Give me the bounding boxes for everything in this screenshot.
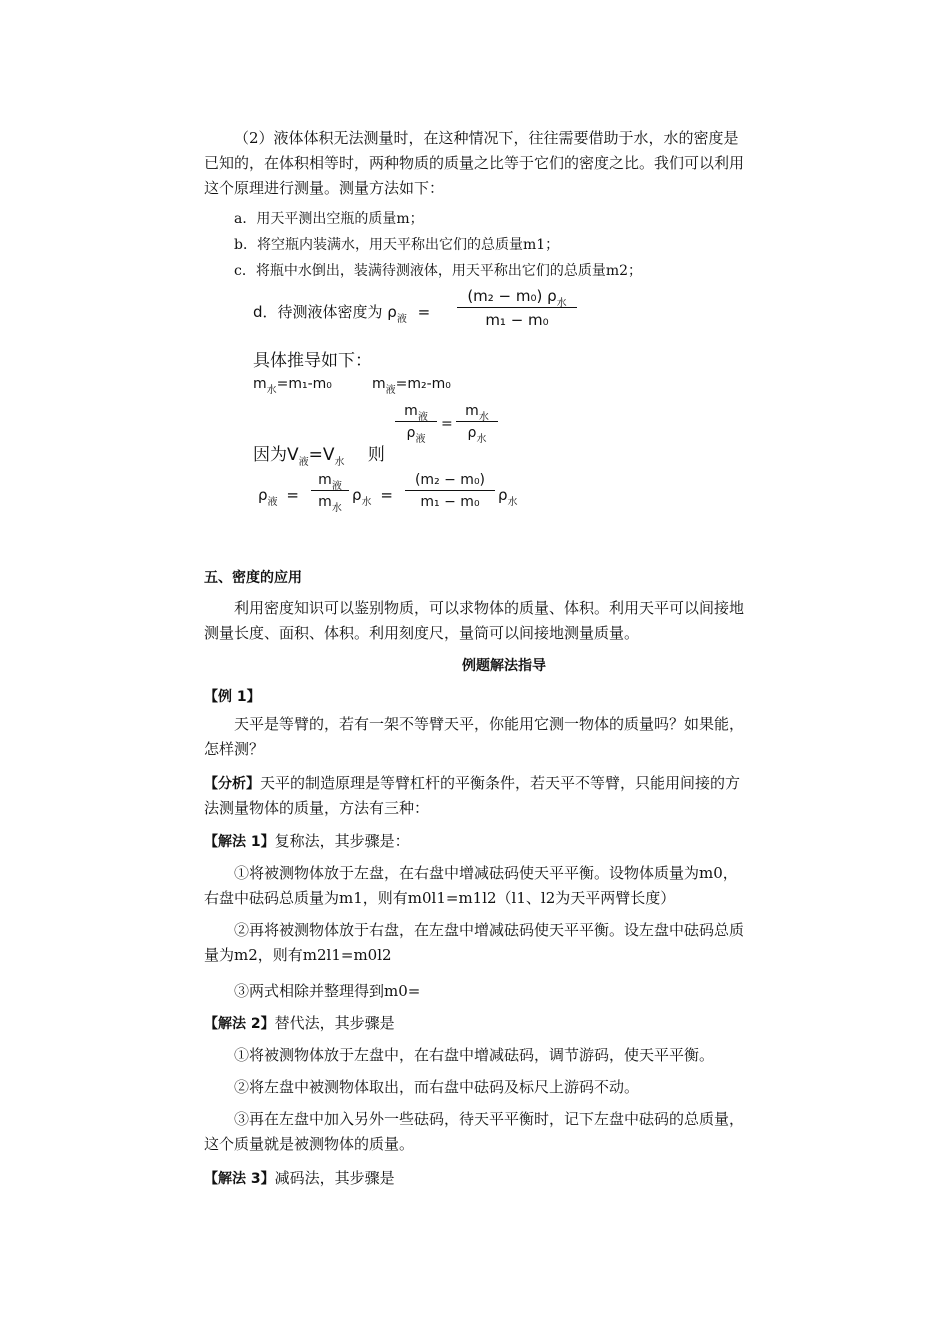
method-2-step-3a: ③再在左盘中加入另外一些砝码，待天平平衡时，记下左盘中砝码的总质量， bbox=[234, 1110, 745, 1128]
method-1-step-1a: ①将被测物体放于左盘，在右盘中增减砝码使天平平衡。设物体质量为m0， bbox=[234, 864, 738, 882]
mass-water-eq: $m_水=m_1-m_0$ bbox=[253, 376, 332, 396]
formula-d-fraction: (m₂ − m₀) $\rho_水$ m₁ − m₀ bbox=[457, 287, 577, 329]
final-fraction-1: $m_液$ $m_水$ bbox=[311, 472, 349, 510]
step-c: c．将瓶中水倒出，装满待测液体，用天平称出它们的总质量m2； bbox=[234, 263, 643, 279]
final-rho-water: $\rho_水$ bbox=[498, 486, 518, 508]
method-1-step-2a: ②再将被测物体放于右盘，在左盘中增减砝码使天平平衡。设左盘中砝码总质 bbox=[234, 921, 745, 939]
method-2-step-1: ①将被测物体放于左盘中，在右盘中增减砝码，调节游码，使天平平衡。 bbox=[234, 1046, 715, 1064]
method-3-tag: 【解法 3】 bbox=[204, 1171, 275, 1187]
example-1-question-1: 天平是等臂的，若有一架不等臂天平，你能用它测一物体的质量吗？如果能， bbox=[234, 715, 745, 733]
method-2-heading: 【解法 2】替代法，其步骤是 bbox=[204, 1014, 395, 1032]
analysis-line-1: 【分析】天平的制造原理是等臂杠杆的平衡条件，若天平不等臂，只能用间接的方 bbox=[204, 774, 741, 792]
final-fraction-2: (m₂ − m₀) m₁ − m₀ bbox=[405, 472, 495, 510]
example-1-tag: 【例 1】 bbox=[204, 689, 261, 705]
ratio-liquid: $m_液$ $\rho_液$ bbox=[395, 403, 437, 441]
final-lhs: $\rho_液$ = bbox=[258, 486, 299, 508]
ratio-equals: = bbox=[441, 416, 453, 432]
final-mid: $\rho_水$ = bbox=[352, 486, 393, 508]
section-5-line-2: 测量长度、面积、体积。利用刻度尺，量筒可以间接地测量质量。 bbox=[204, 624, 640, 642]
mass-liquid-eq: $m_液=m_2-m_0$ bbox=[372, 376, 451, 396]
examples-title: 例题解法指导 bbox=[462, 658, 546, 674]
para-liquid-1: （2）液体体积无法测量时，在这种情况下，往往需要借助于水，水的密度是 bbox=[234, 129, 739, 147]
ratio-water: $m_水$ $\rho_水$ bbox=[456, 403, 498, 441]
example-1-question-2: 怎样测？ bbox=[204, 740, 265, 758]
step-b: b．将空瓶内装满水，用天平称出它们的总质量m1； bbox=[234, 237, 560, 253]
para-liquid-2: 已知的，在体积相等时，两种物质的质量之比等于它们的密度之比。我们可以利用 bbox=[204, 154, 745, 172]
method-2-step-2: ②将左盘中被测物体取出，而右盘中砝码及标尺上游码不动。 bbox=[234, 1078, 640, 1096]
method-1-step-1b: 右盘中砝码总质量为m1，则有m0l1=m1l2（l1、l2为天平两臂长度） bbox=[204, 889, 676, 907]
method-1-tag: 【解法 1】 bbox=[204, 834, 275, 850]
method-2-step-3b: 这个质量就是被测物体的质量。 bbox=[204, 1135, 415, 1153]
formula-d-label: d．待测液体密度为 $\rho_液$ = bbox=[253, 303, 431, 325]
step-a: a．用天平测出空瓶的质量m； bbox=[234, 211, 424, 227]
method-3-heading: 【解法 3】减码法，其步骤是 bbox=[204, 1169, 395, 1187]
analysis-tag: 【分析】 bbox=[204, 776, 260, 792]
section-5-line-1: 利用密度知识可以鉴别物质，可以求物体的质量、体积。利用天平可以间接地 bbox=[234, 599, 745, 617]
analysis-line-2: 法测量物体的质量，方法有三种： bbox=[204, 799, 430, 817]
method-1-step-3: ③两式相除并整理得到m0= bbox=[234, 982, 421, 1000]
method-1-heading: 【解法 1】复称法，其步骤是： bbox=[204, 832, 410, 850]
para-liquid-3: 这个原理进行测量。测量方法如下： bbox=[204, 179, 445, 197]
method-2-tag: 【解法 2】 bbox=[204, 1016, 275, 1032]
section-5-heading: 五、密度的应用 bbox=[204, 570, 302, 586]
derivation-title: 具体推导如下： bbox=[253, 351, 372, 371]
method-1-step-2b: 量为m2，则有m2l1=m0l2 bbox=[204, 946, 392, 964]
volume-equal-statement: 因为$V_液=V_水$ 则 bbox=[253, 445, 385, 468]
